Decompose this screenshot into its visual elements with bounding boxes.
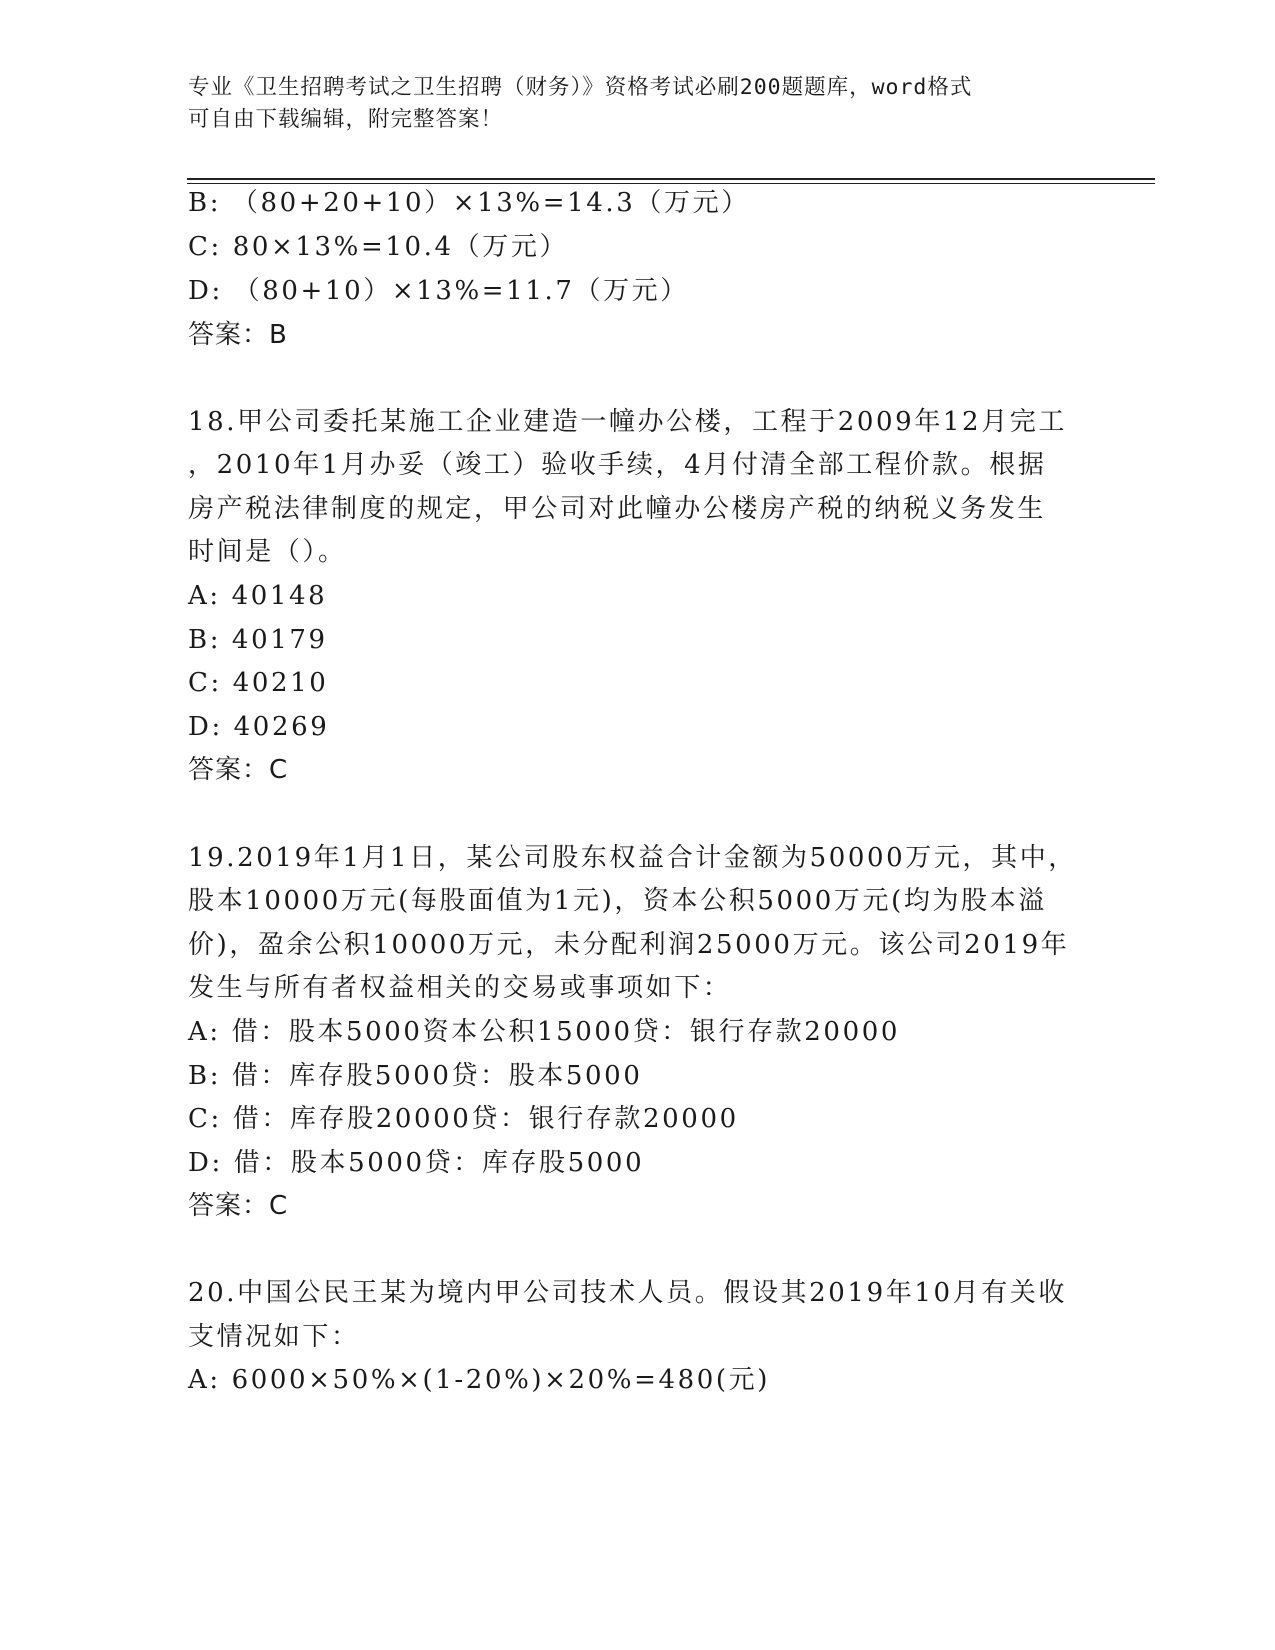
q18-stem-line-3: 房产税法律制度的规定，甲公司对此幢办公楼房产税的纳税义务发生 [188, 494, 1047, 524]
header-divider-thin [187, 183, 1155, 184]
q19-answer: 答案：C [188, 1191, 289, 1221]
q20-option-a: A: 6000×50%×(1-20%)×20%=480(元) [188, 1365, 771, 1395]
q18-stem-line-4: 时间是（）。 [188, 537, 347, 567]
header-divider-thick [187, 178, 1155, 180]
q19-stem-line-1: 19.2019年1月1日，某公司股东权益合计金额为50000万元，其中， [188, 843, 1077, 873]
q20-stem-line-1: 20.中国公民王某为境内甲公司技术人员。假设其2019年10月有关收 [188, 1278, 1068, 1308]
q19-stem-line-3: 价)，盈余公积10000万元，未分配利润25000万元。该公司2019年 [188, 930, 1070, 960]
q20-stem-line-2: 支情况如下： [188, 1322, 360, 1352]
q18-option-b: B: 40179 [188, 625, 328, 655]
q19-option-a: A: 借：股本5000资本公积15000贷：银行存款20000 [188, 1017, 900, 1047]
q18-stem-line-1: 18.甲公司委托某施工企业建造一幢办公楼，工程于2009年12月完工 [188, 407, 1068, 437]
q18-option-c: C: 40210 [188, 668, 329, 698]
q19-option-b: B: 借：库存股5000贷：股本5000 [188, 1061, 643, 1091]
q18-answer: 答案：C [188, 755, 289, 785]
q19-stem-line-2: 股本10000万元(每股面值为1元)，资本公积5000万元(均为股本溢 [188, 886, 1047, 916]
q17-option-d: D: （80+10）×13%=11.7（万元） [188, 276, 689, 306]
q17-answer: 答案：B [188, 320, 288, 350]
q17-option-c: C: 80×13%=10.4（万元） [188, 232, 569, 262]
q19-option-c: C: 借：库存股20000贷：银行存款20000 [188, 1104, 739, 1134]
q18-option-d: D: 40269 [188, 712, 330, 742]
header-line-2: 可自由下载编辑，附完整答案！ [188, 107, 504, 132]
q19-option-d: D: 借：股本5000贷：库存股5000 [188, 1148, 645, 1178]
q18-option-a: A: 40148 [188, 581, 328, 611]
q17-option-b: B: （80+20+10）×13%=14.3（万元） [188, 188, 750, 218]
q18-stem-line-2: ，2010年1月办妥（竣工）验收手续，4月付清全部工程价款。根据 [188, 450, 1047, 480]
header-line-1: 专业《卫生招聘考试之卫生招聘（财务）》资格考试必刷200题题库，word格式 [188, 75, 973, 100]
document-header [188, 72, 1088, 136]
q19-stem-line-4: 发生与所有者权益相关的交易或事项如下： [188, 973, 732, 1003]
